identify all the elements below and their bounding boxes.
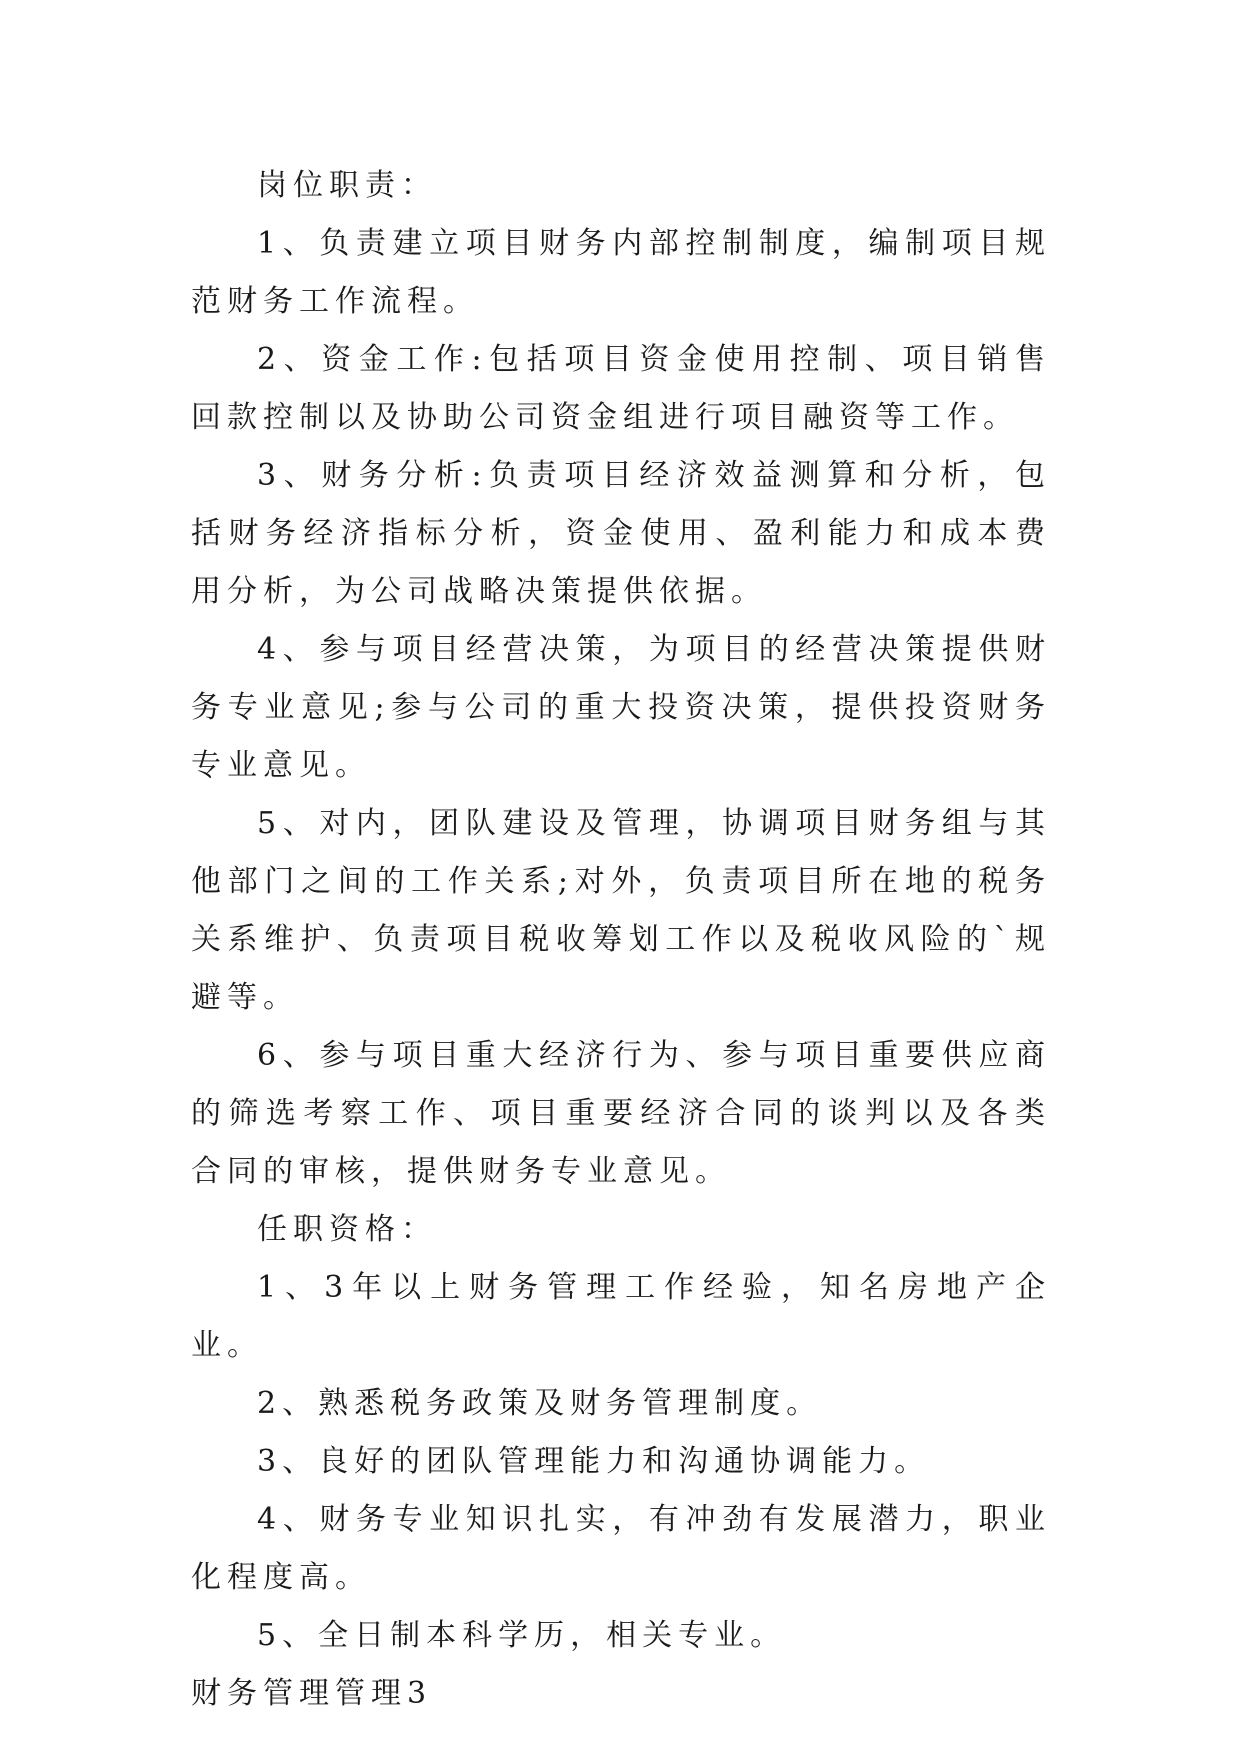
duty-item-3: 3、财务分析:负责项目经济效益测算和分析，包括财务经济指标分析，资金使用、盈利能力和成本费用分析，为公司战略决策提供依据。: [191, 458, 1051, 609]
duty-item-5: 5、对内，团队建设及管理，协调项目财务组与其他部门之间的工作关系;对外，负责项目所在地的税务关系维护、负责项目税收筹划工作以及税收风险的`规避等。: [191, 806, 1051, 1015]
qualification-item-5: 5、全日制本科学历，相关专业。: [257, 1618, 787, 1653]
qualification-item-1: 1、3年以上财务管理工作经验，知名房地产企业。: [191, 1270, 1051, 1363]
document-body: [191, 157, 1051, 1723]
duty-item-2: 2、资金工作:包括项目资金使用控制、项目销售回款控制以及协助公司资金组进行项目融资等工作。: [191, 342, 1051, 435]
heading-duties: 岗位职责：: [257, 168, 437, 203]
section-heading: 财务管理管理3: [191, 1676, 433, 1711]
qualification-item-3: 3、良好的团队管理能力和沟通协调能力。: [257, 1444, 931, 1479]
duty-item-4: 4、参与项目经营决策，为项目的经营决策提供财务专业意见;参与公司的重大投资决策，提供投资财务专业意见。: [191, 632, 1051, 783]
heading-qualifications: 任职资格：: [257, 1212, 437, 1247]
duty-item-6: 6、参与项目重大经济行为、参与项目重要供应商的筛选考察工作、项目重要经济合同的谈判以及各类合同的审核，提供财务专业意见。: [191, 1038, 1051, 1189]
qualification-item-2: 2、熟悉税务政策及财务管理制度。: [257, 1386, 823, 1421]
duty-item-1: 1、负责建立项目财务内部控制制度，编制项目规范财务工作流程。: [191, 226, 1051, 319]
qualification-item-4: 4、财务专业知识扎实，有冲劲有发展潜力，职业化程度高。: [191, 1502, 1051, 1595]
